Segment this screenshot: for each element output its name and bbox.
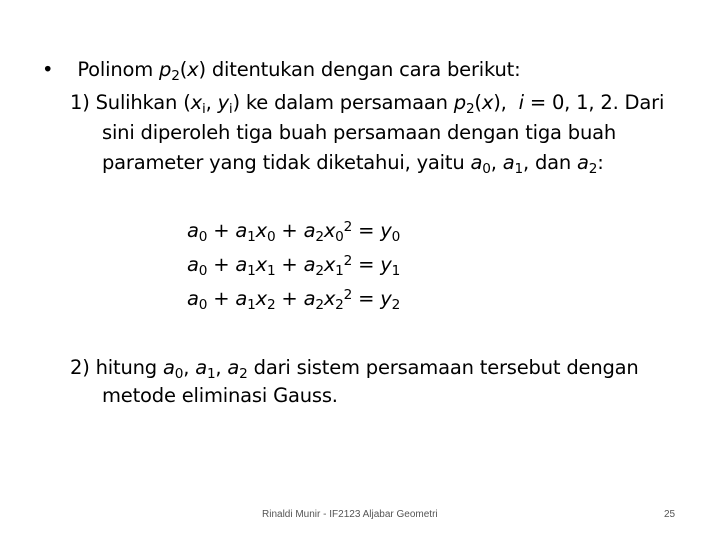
- bullet-intro-rest: ditentukan dengan cara berikut:: [211, 58, 521, 81]
- a0-subscript: 0: [174, 366, 184, 383]
- yi-subscript: i: [228, 101, 233, 118]
- step2-number: 2): [70, 356, 90, 379]
- poly-symbol: p: [159, 58, 172, 81]
- poly-subscript: 2: [171, 68, 180, 85]
- step1-line3-text: parameter yang tidak diketahui, yaitu: [102, 151, 465, 174]
- step1-text-b: ) ke dalam persamaan: [232, 91, 448, 114]
- equation-row: $a_0 + a_1x_1 + a_2x_1^2 = y_1$: [187, 252, 401, 280]
- a2-subscript: 2: [239, 366, 248, 383]
- step2-line1: 2) hitung $a_0$, $a_1$, $a_2$ dari sistem persamaan tersebut dengan: [70, 356, 639, 383]
- yi-symbol: y: [217, 91, 229, 114]
- a0-subscript: 0: [482, 161, 491, 178]
- a0-symbol: a: [162, 356, 175, 379]
- xi-subscript: i: [201, 101, 206, 118]
- a0-symbol: a: [470, 151, 483, 174]
- a2-symbol: a: [577, 151, 589, 174]
- and-text: , dan: [522, 151, 572, 174]
- bullet-line: • Polinom $p_2(x)$ ditentukan dengan cara berikut:: [42, 58, 521, 85]
- page-number: 25: [664, 509, 676, 520]
- step1-line2: sini diperoleh tiga buah persamaan dengan tiga buah: [102, 121, 617, 144]
- step1-text-c: = 0, 1, 2. Dari: [529, 91, 665, 114]
- step2-line2: metode eliminasi Gauss.: [102, 384, 338, 407]
- footer-credit: Rinaldi Munir - IF2123 Aljabar Geometri: [262, 509, 438, 520]
- a1-subscript: 1: [206, 366, 216, 383]
- xi-symbol: x: [190, 91, 202, 114]
- bullet-intro-text: Polinom: [77, 58, 154, 81]
- poly-arg: x: [187, 58, 199, 81]
- step1-text-a: Sulihkan (: [95, 91, 191, 114]
- a1-subscript: 1: [514, 161, 523, 178]
- step2-text-a: hitung: [95, 356, 157, 379]
- p2-symbol: p: [453, 91, 466, 114]
- p2-subscript: 2: [465, 101, 475, 118]
- a2-subscript: 2: [588, 161, 598, 178]
- equation-row: $a_0 + a_1x_2 + a_2x_2^2 = y_2$: [187, 286, 401, 314]
- a2-symbol: a: [227, 356, 240, 379]
- i-symbol: i: [518, 91, 524, 114]
- step1-number: 1): [70, 91, 90, 114]
- step1-line1: 1) Sulihkan ($x_i$, $y_i$) ke dalam persamaan $p_2(x)$, i = 0, 1, 2. Dari: [70, 91, 665, 118]
- a1-symbol: a: [195, 356, 207, 379]
- bullet-marker: •: [42, 58, 54, 81]
- equation-row: $a_0 + a_1x_0 + a_2x_0^2 = y_0$: [187, 218, 401, 246]
- p2-arg: x: [481, 91, 494, 114]
- a1-symbol: a: [502, 151, 515, 174]
- step1-line3: parameter yang tidak diketahui, yaitu $a_0$, $a_1$, dan $a_2$:: [102, 151, 604, 178]
- step2-text-b: dari sistem persamaan tersebut dengan: [253, 356, 639, 379]
